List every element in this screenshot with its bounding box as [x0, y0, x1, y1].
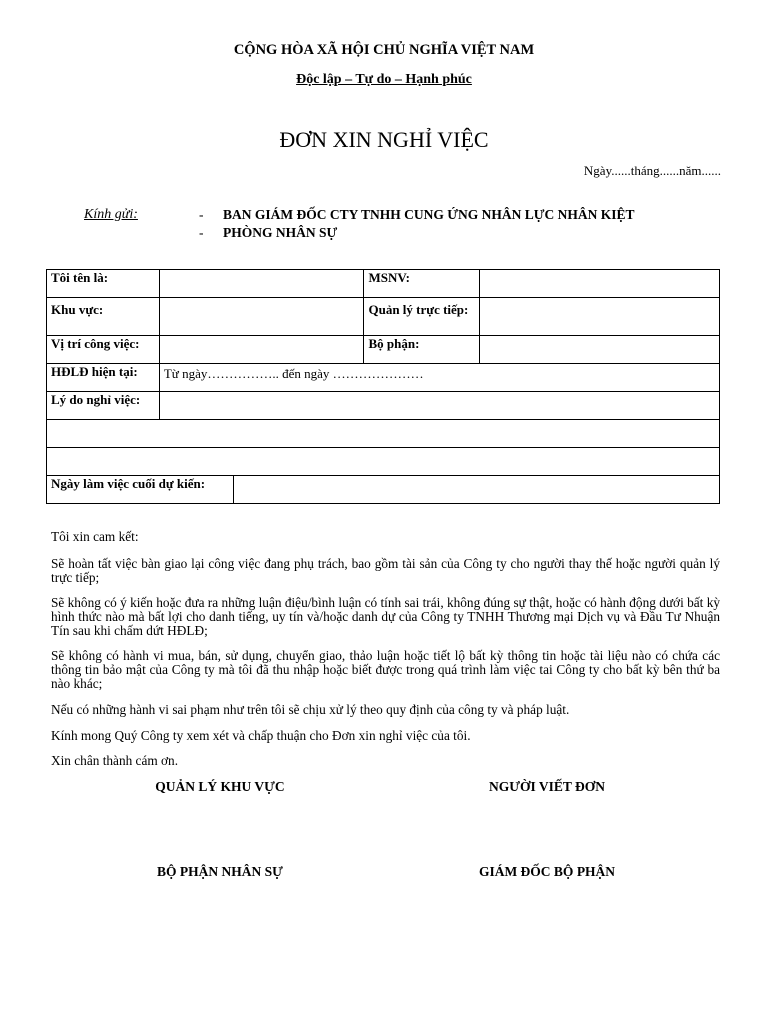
recipient-label: Kính gửi: [84, 207, 138, 222]
director-signature: GIÁM ĐỐC BỘ PHẬN [478, 864, 616, 879]
reason-field-line[interactable] [47, 448, 720, 476]
hr-signature: BỘ PHẬN NHÂN SỰ [157, 864, 283, 879]
thanks-text: Xin chân thành cám ơn. [51, 753, 179, 768]
recipient-text: PHÒNG NHÂN SỰ [223, 225, 338, 240]
area-label: Khu vực: [47, 298, 160, 336]
contract-label: HĐLĐ hiện tại: [47, 364, 160, 392]
date-line: Ngày......tháng......năm...... [583, 163, 721, 178]
position-field[interactable] [159, 336, 364, 364]
commitment-item: Sẽ không có ý kiến hoặc đưa ra những luận điệu/bình luận có tính sai trái, không đúng sự thật, hoặc có hành động dưới bất kỳ hình thức nào mà bất lợi cho danh tiếng, uy tín và/hoặc danh dự của Công ty TNHH Thương mại Dịch vụ và Đầu Tư Nhuận Tín sau khi chấm dứt HĐLĐ; [51, 595, 720, 638]
msnv-field[interactable] [480, 270, 720, 298]
last-day-field[interactable] [233, 476, 719, 504]
employee-info-table [46, 269, 720, 504]
last-day-label: Ngày làm việc cuối dự kiến: [47, 476, 234, 504]
contract-field[interactable]: Từ ngày…………….. đến ngày ………………… [159, 364, 719, 392]
area-manager-signature: QUẢN LÝ KHU VỰC [155, 779, 285, 794]
commitment-item: Nếu có những hành vi sai phạm như trên tôi sẽ chịu xử lý theo quy định của công ty và pháp luật. [51, 702, 570, 717]
manager-field[interactable] [480, 298, 720, 336]
nation-heading: CỘNG HÒA XÃ HỘI CHỦ NGHĨA VIỆT NAM [233, 42, 535, 58]
reason-label: Lý do nghỉ việc: [47, 392, 160, 420]
msnv-label: MSNV: [364, 270, 480, 298]
department-label: Bộ phận: [364, 336, 480, 364]
reason-field[interactable] [159, 392, 719, 420]
commitment-item: Sẽ không có hành vi mua, bán, sử dụng, chuyển giao, thảo luận hoặc tiết lộ bất kỳ thông tin hoặc tài liệu nào có chứa các thông tin bảo mật của Công ty mà tôi đã thu nhập hoặc biết được trong quá trình làm việc tai Công ty cho bất kỳ bên thứ ba nào khác; [51, 648, 720, 691]
request-text: Kính mong Quý Công ty xem xét và chấp thuận cho Đơn xin nghỉ việc của tôi. [51, 728, 471, 743]
commitment-item: Sẽ hoàn tất việc bàn giao lại công việc đang phụ trách, bao gồm tài sản của Công ty cho người thay thế hoặc người quản lý trực tiếp; [51, 556, 720, 585]
recipient-item: - PHÒNG NHÂN SỰ [199, 225, 338, 240]
name-field[interactable] [159, 270, 364, 298]
position-label: Vị trí công việc: [47, 336, 160, 364]
department-field[interactable] [480, 336, 720, 364]
recipient-item: - BAN GIÁM ĐỐC CTY TNHH CUNG ỨNG NHÂN LỰC NHÂN KIỆT [199, 207, 635, 222]
applicant-signature: NGƯỜI VIẾT ĐƠN [488, 779, 606, 794]
document-title: ĐƠN XIN NGHỈ VIỆC [279, 127, 489, 152]
name-label: Tôi tên là: [47, 270, 160, 298]
reason-field-line[interactable] [47, 420, 720, 448]
commitment-intro: Tôi xin cam kết: [51, 529, 139, 544]
motto: Độc lập – Tự do – Hạnh phúc [296, 72, 472, 87]
manager-label: Quản lý trực tiếp: [364, 298, 480, 336]
recipient-text: BAN GIÁM ĐỐC CTY TNHH CUNG ỨNG NHÂN LỰC NHÂN KIỆT [223, 207, 635, 222]
area-field[interactable] [159, 298, 364, 336]
